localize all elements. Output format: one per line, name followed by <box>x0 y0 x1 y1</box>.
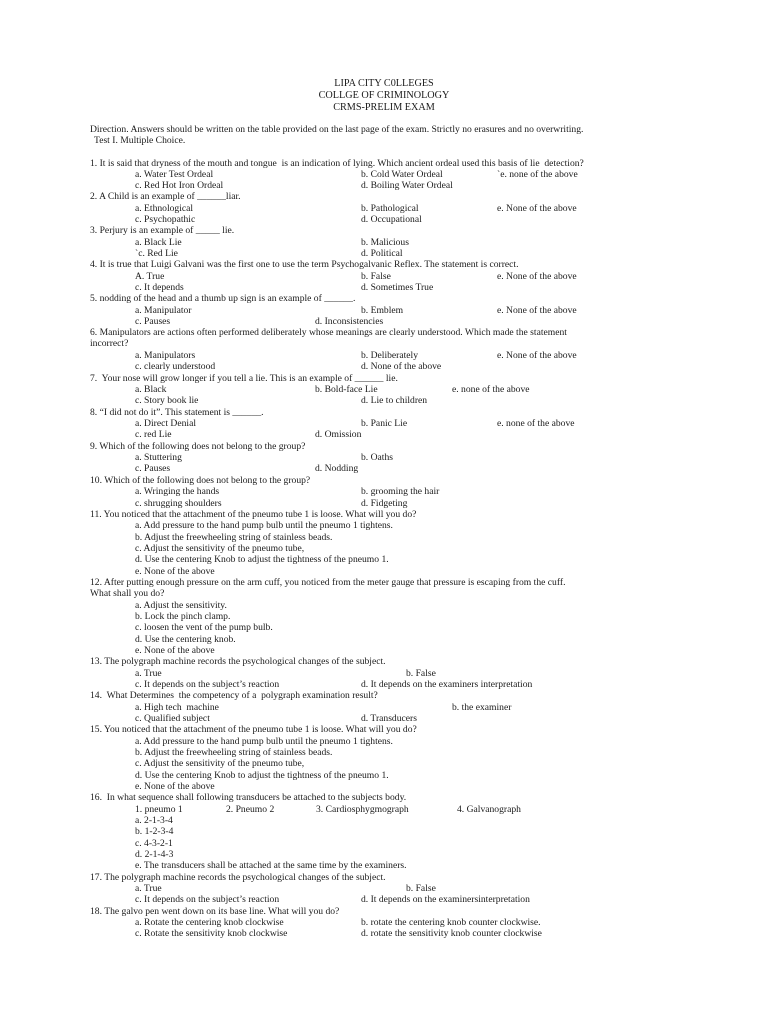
option-c: c. clearly understood <box>135 361 216 372</box>
option-c: c. Rotate the sensitivity knob clockwise <box>135 928 288 939</box>
option-d: d. Use the centering Knob to adjust the tightness of the pneumo 1. <box>135 770 389 781</box>
option-e: e. None of the above <box>497 271 577 282</box>
option-d: d. Fidgeting <box>361 498 408 509</box>
option-e: e. None of the above <box>135 566 215 577</box>
test-heading: Test I. Multiple Choice. <box>94 135 186 146</box>
option-a: a. True <box>135 668 162 679</box>
transducer-item-1: 1. pneumo 1 <box>135 804 183 815</box>
option-b: b. False <box>361 271 391 282</box>
option-d: d. Use the centering Knob to adjust the tightness of the pneumo 1. <box>135 554 389 565</box>
option-a: a. Rotate the centering knob clockwise <box>135 917 284 928</box>
option-a: a. Add pressure to the hand pump bulb until the pneumo 1 tightens. <box>135 736 393 747</box>
option-e: e. None of the above <box>497 305 577 316</box>
option-c: c. It depends on the subject’s reaction <box>135 894 280 905</box>
option-a: a. Manipulators <box>135 350 196 361</box>
option-d: d. Political <box>361 248 403 259</box>
transducer-item-2: 2. Pneumo 2 <box>226 804 275 815</box>
question-stem: 1. It is said that dryness of the mouth and tongue is an indication of lying. Which ancient ordeal used this basis of lie detection? <box>90 158 584 169</box>
option-d: d. It depends on the examiners interpretation <box>361 679 533 690</box>
transducer-item-3: 3. Cardiosphygmograph <box>316 804 409 815</box>
option-b: b. Adjust the freewheeling string of stainless beads. <box>135 532 333 543</box>
option-d: d. Inconsistencies <box>315 316 384 327</box>
option-c: c. Adjust the sensitivity of the pneumo tube, <box>135 543 305 554</box>
option-a: a. High tech machine <box>135 702 219 713</box>
option-c: c. It depends <box>135 282 184 293</box>
option-b: b. False <box>406 668 436 679</box>
option-c: c. shrugging shoulders <box>135 498 222 509</box>
option-e: e. None of the above <box>135 645 215 656</box>
option-d: d. 2-1-4-3 <box>135 849 174 860</box>
option-d: d. Occupational <box>361 214 422 225</box>
question-stem: 5. nodding of the head and a thumb up sign is an example of ______. <box>90 293 356 304</box>
question-stem: 12. After putting enough pressure on the arm cuff, you noticed from the meter gauge that pressure is escaping from the cuff. <box>90 577 566 588</box>
question-stem: 13. The polygraph machine records the psychological changes of the subject. <box>90 656 386 667</box>
option-b: b. Malicious <box>361 237 409 248</box>
option-c: c. Qualified subject <box>135 713 210 724</box>
option-d: d. It depends on the examinersinterpretation <box>361 894 530 905</box>
college-name: COLLGE OF CRIMINOLOGY <box>318 90 450 101</box>
option-c: `c. Red Lie <box>135 248 178 259</box>
question-stem: 6. Manipulators are actions often performed deliberately whose meanings are clearly understood. Which made the statement <box>90 327 567 338</box>
question-stem: 8. “I did not do it”. This statement is ______. <box>90 407 264 418</box>
transducer-item-4: 4. Galvanograph <box>457 804 521 815</box>
option-c: c. Story book lie <box>135 395 199 406</box>
option-e: e. None of the above <box>135 781 215 792</box>
option-b: b. the examiner <box>452 702 512 713</box>
option-a: a. Stuttering <box>135 452 182 463</box>
option-e: e. none of the above <box>497 418 575 429</box>
question-stem: 4. It is true that Luigi Galvani was the first one to use the term Psychogalvanic Reflex. The statement is correct. <box>90 259 519 270</box>
option-d: d. Transducers <box>361 713 417 724</box>
option-a: a. Direct Denial <box>135 418 196 429</box>
option-e: e. None of the above <box>497 350 577 361</box>
option-d: d. Sometimes True <box>361 282 434 293</box>
option-a: A. True <box>135 271 165 282</box>
option-c: c. Red Hot Iron Ordeal <box>135 180 224 191</box>
question-stem: 7. Your nose will grow longer if you tell a lie. This is an example of ______ lie. <box>90 373 398 384</box>
option-e: `e. none of the above <box>497 169 578 180</box>
option-d: d. Omission <box>315 429 362 440</box>
option-a: a. Manipulator <box>135 305 192 316</box>
question-stem: 17. The polygraph machine records the psychological changes of the subject. <box>90 872 386 883</box>
option-b: b. Emblem <box>361 305 404 316</box>
option-e: e. None of the above <box>497 203 577 214</box>
option-c: c. Pauses <box>135 463 171 474</box>
option-d: d. rotate the sensitivity knob counter clockwise <box>361 928 542 939</box>
question-stem: 14. What Determines the competency of a polygraph examination result? <box>90 690 378 701</box>
option-d: d. Use the centering knob. <box>135 634 236 645</box>
option-b: b. 1-2-3-4 <box>135 826 174 837</box>
question-stem-continued: incorrect? <box>90 338 129 349</box>
option-d: d. Lie to children <box>361 395 428 406</box>
option-d: d. Nodding <box>315 463 359 474</box>
direction-text: Direction. Answers should be written on the table provided on the last page of the exam. Strictly no erasures and no overwriting. <box>90 124 584 135</box>
option-c: c. red Lie <box>135 429 172 440</box>
option-c: c. Psychopathic <box>135 214 196 225</box>
option-c: c. Adjust the sensitivity of the pneumo tube, <box>135 758 305 769</box>
option-b: b. Panic Lie <box>361 418 408 429</box>
option-a: a. Water Test Ordeal <box>135 169 214 180</box>
question-stem: 3. Perjury is an example of _____ lie. <box>90 225 235 236</box>
option-a: a. Black <box>135 384 167 395</box>
option-a: a. Adjust the sensitivity. <box>135 600 227 611</box>
option-c: c. It depends on the subject’s reaction <box>135 679 280 690</box>
option-a: a. Ethnological <box>135 203 194 214</box>
option-d: d. Boiling Water Ordeal <box>361 180 453 191</box>
option-b: b. Oaths <box>361 452 393 463</box>
option-b: b. Adjust the freewheeling string of stainless beads. <box>135 747 333 758</box>
option-e: e. none of the above <box>452 384 530 395</box>
option-c: c. 4-3-2-1 <box>135 838 173 849</box>
option-a: a. Add pressure to the hand pump bulb until the pneumo 1 tightens. <box>135 520 393 531</box>
option-a: a. True <box>135 883 162 894</box>
option-a: a. 2-1-3-4 <box>135 815 173 826</box>
school-name: LIPA CITY C0LLEGES <box>334 78 434 89</box>
option-a: a. Wringing the hands <box>135 486 220 497</box>
question-stem: 16. In what sequence shall following transducers be attached to the subjects body. <box>90 792 407 803</box>
option-b: b. Cold Water Ordeal <box>361 169 443 180</box>
option-a: a. Black Lie <box>135 237 182 248</box>
option-c: c. Pauses <box>135 316 171 327</box>
question-stem: 15. You noticed that the attachment of the pneumo tube 1 is loose. What will you do? <box>90 724 417 735</box>
question-stem: 9. Which of the following does not belong to the group? <box>90 441 306 452</box>
question-stem: 18. The galvo pen went down on its base line. What will you do? <box>90 906 340 917</box>
question-stem: 10. Which of the following does not belong to the group? <box>90 475 311 486</box>
option-e: e. The transducers shall be attached at the same time by the examiners. <box>135 860 407 871</box>
option-b: b. False <box>406 883 436 894</box>
option-b: b. grooming the hair <box>361 486 440 497</box>
question-stem: 2. A Child is an example of ______liar. <box>90 191 241 202</box>
option-b: b. Bold-face Lie <box>315 384 378 395</box>
question-stem: 11. You noticed that the attachment of the pneumo tube 1 is loose. What will you do? <box>90 509 417 520</box>
exam-title: CRMS-PRELIM EXAM <box>333 102 435 113</box>
option-b: b. Lock the pinch clamp. <box>135 611 231 622</box>
option-b: b. rotate the centering knob counter clockwise. <box>361 917 541 928</box>
option-c: c. loosen the vent of the pump bulb. <box>135 622 273 633</box>
question-stem-continued: What shall you do? <box>90 588 165 599</box>
option-b: b. Deliberately <box>361 350 419 361</box>
option-d: d. None of the above <box>361 361 442 372</box>
option-b: b. Pathological <box>361 203 419 214</box>
